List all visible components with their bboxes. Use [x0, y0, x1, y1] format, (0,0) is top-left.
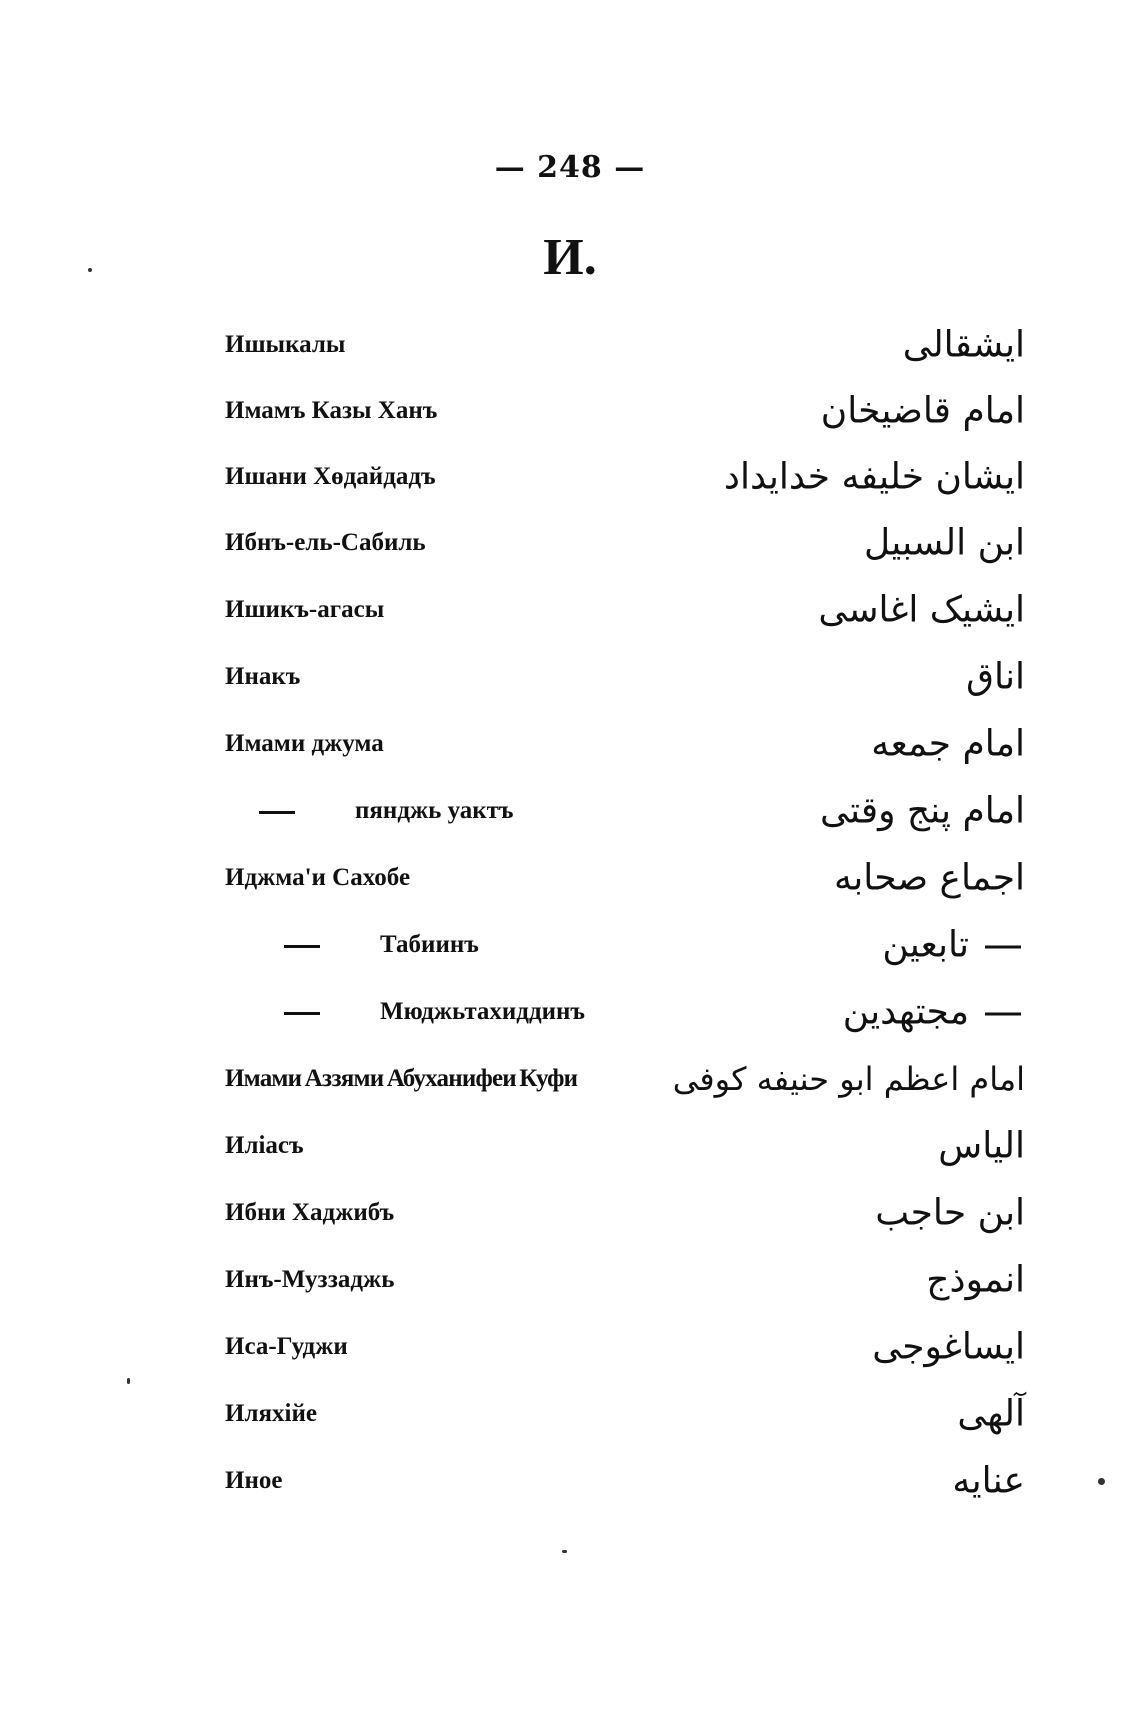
- list-item: [225, 317, 1025, 373]
- russian-term: Ишыкалы: [225, 331, 346, 358]
- list-item: [225, 917, 1025, 973]
- russian-term: Имами Аззями Абуханифеи Куфи: [225, 1065, 578, 1092]
- arabic-term: ابن حاجب: [875, 1192, 1025, 1234]
- russian-term: [280, 998, 585, 1026]
- list-item: [225, 1118, 1025, 1174]
- arabic-term: [843, 992, 1025, 1033]
- list-item: [225, 449, 1025, 505]
- arabic-term: ابن السبیل: [864, 522, 1025, 564]
- russian-term-text: пянджь уактъ: [355, 797, 514, 824]
- russian-term: Иліасъ: [225, 1132, 304, 1159]
- arabic-term: اجماع صحابه: [833, 857, 1025, 899]
- arabic-term: الیاس: [938, 1125, 1025, 1167]
- section-letter: И.: [543, 229, 597, 286]
- arabic-term: عنایه: [952, 1460, 1025, 1502]
- russian-term: [255, 797, 514, 825]
- russian-term: Ибнъ-ель-Сабиль: [225, 529, 426, 556]
- russian-term-text: Табиинъ: [380, 931, 479, 958]
- arabic-term: اناق: [966, 656, 1025, 698]
- list-item: [225, 582, 1025, 638]
- arabic-term: امام اعظم ابو حنیفه کوفی: [672, 1060, 1025, 1098]
- arabic-term: امام قاضیخان: [820, 390, 1025, 432]
- arabic-term-text: تابعین: [882, 924, 969, 966]
- scan-speck: [562, 1550, 567, 1553]
- russian-term: [280, 931, 479, 959]
- russian-term: Имами джума: [225, 730, 384, 757]
- list-item: [225, 1252, 1025, 1308]
- arabic-term: ایشقالی: [902, 324, 1025, 366]
- list-item: [225, 1051, 1025, 1107]
- ditto-dash: [259, 811, 295, 814]
- list-item: [225, 1319, 1025, 1375]
- scan-speck: [127, 1378, 130, 1384]
- russian-term: Ишани Хөдайдадъ: [225, 463, 436, 490]
- ditto-dash: [985, 1012, 1021, 1015]
- scan-speck: [88, 268, 92, 272]
- arabic-term: ایساغوجی: [872, 1326, 1025, 1368]
- russian-term: Иное: [225, 1467, 283, 1494]
- list-item: [225, 1386, 1025, 1442]
- list-item: [225, 850, 1025, 906]
- arabic-term: انموذج: [926, 1259, 1025, 1301]
- arabic-term: ایشیک اغاسی: [818, 589, 1025, 631]
- scan-speck: [1098, 1478, 1105, 1485]
- list-item: [225, 783, 1025, 839]
- russian-term: Иджма'и Сахобе: [225, 864, 411, 891]
- russian-term: Инъ-Муззаджь: [225, 1266, 395, 1293]
- arabic-term: [882, 925, 1025, 966]
- list-item: [225, 1453, 1025, 1509]
- russian-term: Иляхійе: [225, 1400, 317, 1427]
- russian-term: Имамъ Казы Ханъ: [225, 397, 438, 424]
- arabic-term: امام پنج وقتی: [819, 790, 1025, 832]
- russian-term: Ишикъ-агасы: [225, 596, 385, 623]
- ditto-dash: [284, 1012, 320, 1015]
- ditto-dash: [284, 945, 320, 948]
- arabic-term-text: مجتهدین: [842, 991, 969, 1033]
- list-item: [225, 716, 1025, 772]
- russian-term: Иса-Гуджи: [225, 1333, 348, 1360]
- ditto-dash: [985, 945, 1021, 948]
- arabic-term: امام جمعه: [871, 723, 1025, 765]
- arabic-term: آلهی: [957, 1393, 1025, 1435]
- russian-term: Инакъ: [225, 663, 301, 690]
- list-item: [225, 383, 1025, 439]
- list-item: [225, 984, 1025, 1040]
- russian-term-text: Мюджьтахиддинъ: [380, 998, 585, 1025]
- page-number: — 248 —: [494, 150, 646, 185]
- list-item: [225, 1185, 1025, 1241]
- arabic-term: ایشان خلیفه خدایداد: [723, 456, 1025, 498]
- list-item: [225, 649, 1025, 705]
- list-item: [225, 515, 1025, 571]
- russian-term: Ибни Хаджибъ: [225, 1199, 395, 1226]
